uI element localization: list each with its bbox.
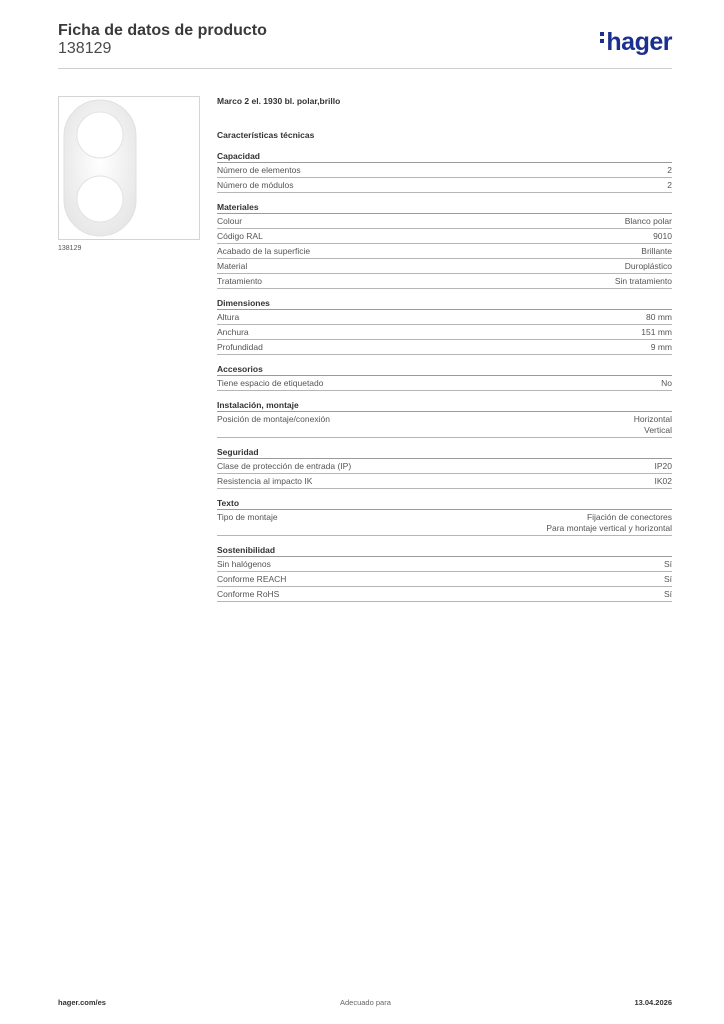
spec-value-line: No — [661, 378, 672, 388]
spec-value-line: IK02 — [654, 476, 672, 486]
spec-value — [667, 165, 672, 176]
spec-label: Conforme REACH — [217, 574, 287, 584]
spec-value-line: IP20 — [654, 461, 672, 471]
spec-section — [217, 497, 672, 536]
spec-label: Código RAL — [217, 231, 263, 241]
spec-section — [217, 399, 672, 438]
spec-row — [217, 412, 672, 438]
spec-value-line: Sin tratamiento — [614, 276, 672, 286]
spec-value-line: Duroplástico — [624, 261, 672, 271]
spec-value-line: Sí — [663, 574, 672, 584]
spec-section — [217, 363, 672, 391]
section-title: Sostenibilidad — [217, 544, 672, 557]
footer-date: 13.04.2026 — [634, 998, 672, 1007]
spec-label: Tipo de montaje — [217, 512, 278, 522]
spec-label: Altura — [217, 312, 240, 322]
spec-row — [217, 274, 672, 289]
spec-value-line: Para montaje vertical y horizontal — [546, 523, 672, 533]
spec-row — [217, 587, 672, 602]
spec-label: Anchura — [217, 327, 249, 337]
footer-center-text: Adecuado para — [340, 998, 391, 1007]
spec-value-line: Brillante — [641, 246, 672, 256]
spec-section — [217, 544, 672, 602]
spec-value — [651, 342, 672, 353]
spec-value-line: Vertical — [644, 425, 672, 435]
spec-label: Profundidad — [217, 342, 263, 352]
spec-label: Acabado de la superficie — [217, 246, 311, 256]
section-title: Texto — [217, 497, 672, 510]
spec-value-line: Sí — [663, 589, 672, 599]
spec-label: Posición de montaje/conexión — [217, 414, 330, 424]
spec-row — [217, 163, 672, 178]
spec-row — [217, 376, 672, 391]
spec-value — [646, 312, 672, 323]
spec-row — [217, 310, 672, 325]
spec-value — [653, 231, 672, 242]
spec-value — [661, 378, 672, 389]
spec-label: Resistencia al impacto IK — [217, 476, 313, 486]
spec-row — [217, 557, 672, 572]
spec-label: Número de módulos — [217, 180, 294, 190]
spec-value — [625, 216, 672, 227]
spec-value — [634, 414, 672, 436]
spec-value — [664, 589, 672, 600]
spec-row — [217, 325, 672, 340]
spec-value-line: 2 — [667, 180, 672, 190]
logo-text: hager — [606, 28, 672, 56]
spec-label: Clase de protección de entrada (IP) — [217, 461, 352, 471]
spec-row — [217, 340, 672, 355]
spec-value — [664, 574, 672, 585]
spec-value-line: 80 mm — [646, 312, 672, 322]
spec-value-line: Fijación de conectores — [586, 512, 672, 522]
spec-label: Sin halógenos — [217, 559, 271, 569]
spec-row — [217, 259, 672, 274]
spec-label: Colour — [217, 216, 243, 226]
double-frame-icon — [59, 97, 199, 239]
spec-section — [217, 201, 672, 289]
section-title: Capacidad — [217, 150, 672, 163]
spec-value-line: 2 — [667, 165, 672, 175]
spec-row — [217, 214, 672, 229]
spec-value-line: 9010 — [653, 231, 672, 241]
section-title: Instalación, montaje — [217, 399, 672, 412]
spec-value — [546, 512, 672, 534]
product-name: Marco 2 el. 1930 bl. polar,brillo — [217, 96, 341, 106]
hager-logo — [600, 28, 672, 57]
spec-value-line: Sí — [663, 559, 672, 569]
section-title: Materiales — [217, 201, 672, 214]
product-code: 138129 — [58, 40, 112, 57]
spec-value — [655, 476, 673, 487]
spec-sections — [217, 150, 672, 602]
spec-row — [217, 572, 672, 587]
section-title: Seguridad — [217, 446, 672, 459]
header-divider — [58, 68, 672, 69]
spec-label: Tiene espacio de etiquetado — [217, 378, 324, 388]
spec-value — [615, 276, 672, 287]
section-title: Accesorios — [217, 363, 672, 376]
spec-label: Tratamiento — [217, 276, 263, 286]
spec-value — [667, 180, 672, 191]
spec-value-line: 151 mm — [641, 327, 672, 337]
spec-value-line: Horizontal — [633, 414, 672, 424]
product-image — [58, 96, 200, 240]
spec-row — [217, 474, 672, 489]
spec-label: Número de elementos — [217, 165, 301, 175]
spec-content — [217, 96, 672, 610]
spec-value — [664, 559, 672, 570]
spec-section — [217, 446, 672, 489]
spec-row — [217, 459, 672, 474]
logo-dots-icon — [600, 32, 604, 46]
spec-label: Material — [217, 261, 248, 271]
footer-website: hager.com/es — [58, 998, 106, 1007]
spec-value-line: 9 mm — [650, 342, 672, 352]
spec-row — [217, 244, 672, 259]
spec-section — [217, 150, 672, 193]
spec-label: Conforme RoHS — [217, 589, 280, 599]
spec-row — [217, 229, 672, 244]
spec-row — [217, 510, 672, 536]
tech-characteristics-title: Características técnicas — [217, 130, 315, 140]
spec-value — [625, 261, 672, 272]
spec-value — [641, 327, 672, 338]
spec-value — [655, 461, 673, 472]
page-title: Ficha de datos de producto — [58, 22, 267, 39]
spec-row — [217, 178, 672, 193]
image-caption: 138129 — [58, 245, 82, 252]
spec-value — [641, 246, 672, 257]
section-title: Dimensiones — [217, 297, 672, 310]
spec-section — [217, 297, 672, 355]
spec-value-line: Blanco polar — [624, 216, 672, 226]
